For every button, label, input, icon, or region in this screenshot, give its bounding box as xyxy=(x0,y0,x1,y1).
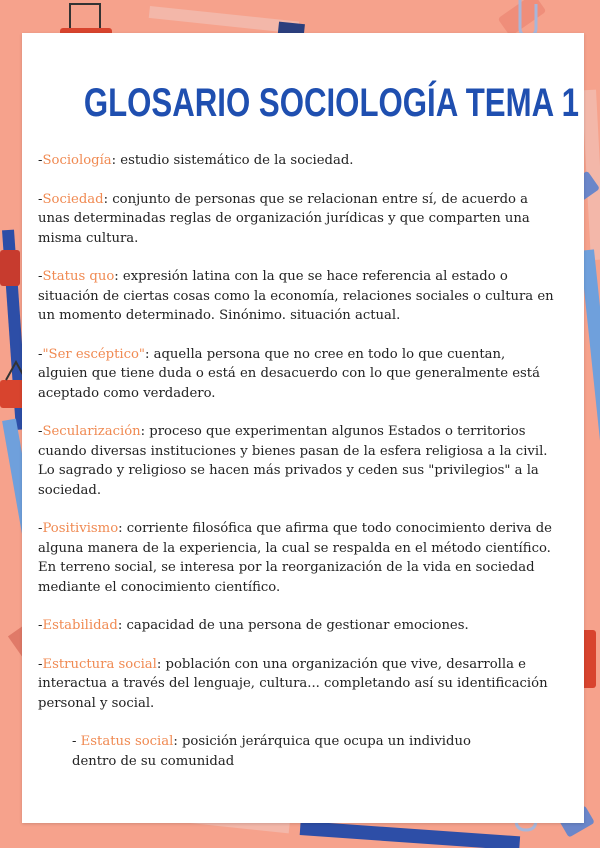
entry-term: Sociedad xyxy=(42,191,104,207)
glossary-entry xyxy=(38,190,558,249)
entry-term: Status quo xyxy=(42,269,115,284)
glossary-entry xyxy=(38,345,558,404)
entry-prefix: - xyxy=(38,346,43,362)
entry-term: Estatus social xyxy=(80,734,174,749)
entry-prefix: - xyxy=(38,269,43,284)
page-title: GLOSARIO SOCIOLOGÍA TEMA 1 xyxy=(83,81,579,125)
entry-term: Sociología xyxy=(42,153,112,168)
entry-definition: : corriente filosófica que afirma que todo conocimiento deriva de alguna manera de la experiencia, la cual se respalda en el método científico. En terreno social, se interesa por la reorganización de la vida en sociedad mediante el conocimiento científico. xyxy=(38,521,552,595)
glossary-page xyxy=(22,33,584,823)
pen-icon xyxy=(149,6,305,36)
entry-term: Secularización xyxy=(42,424,141,439)
entry-term: Estructura social xyxy=(42,656,157,672)
entry-prefix: - xyxy=(38,521,43,536)
entry-prefix: - xyxy=(38,191,43,207)
entry-definition: : posición jerárquica que ocupa un individuo dentro de su comunidad xyxy=(72,734,471,769)
entry-definition: : estudio sistemático de la sociedad. xyxy=(111,153,354,168)
eraser-icon xyxy=(0,250,20,286)
glossary-subentry xyxy=(72,732,512,771)
entry-definition: : aquella persona que no cree en todo lo que cuentan, alguien que tiene duda o está en desacuerdo con lo que generalmente está aceptado como verdadero. xyxy=(38,346,540,401)
glossary-entry xyxy=(38,422,558,500)
entry-prefix: - xyxy=(38,424,43,439)
entry-definition: : población con una organización que vive, desarrolla e interactua a través del lenguaje, cultura... completando así su identificación personal y social. xyxy=(38,656,548,711)
entry-definition: : capacidad de una persona de gestionar emociones. xyxy=(117,618,469,633)
entry-definition: : conjunto de personas que se relacionan entre sí, de acuerdo a unas determinadas reglas de organización jurídicas y que comparten una misma cultura. xyxy=(38,191,530,246)
glossary-list xyxy=(38,151,558,790)
glossary-entry xyxy=(38,616,558,636)
entry-term: Estabilidad xyxy=(42,618,118,633)
glossary-entry xyxy=(38,267,558,326)
glossary-entry xyxy=(38,151,558,171)
entry-definition: : expresión latina con la que se hace referencia al estado o situación de ciertas cosas como la economía, relaciones sociales o cultura en un momento determinado. Sinónimo. situación actual. xyxy=(38,269,554,323)
entry-term: Positivismo xyxy=(42,521,119,536)
glossary-entry xyxy=(38,655,558,714)
glossary-entry xyxy=(38,519,558,597)
entry-prefix: - xyxy=(38,618,43,633)
entry-prefix: - xyxy=(38,153,43,168)
entry-prefix: - xyxy=(72,734,81,749)
entry-prefix: - xyxy=(38,656,43,672)
entry-definition: : proceso que experimentan algunos Estados o territorios cuando diversas instituciones y bienes pasan de la esfera religiosa a la civil. Lo sagrado y religioso se hacen más privados y ceden sus "privilegios" a la sociedad. xyxy=(38,424,548,498)
entry-term: "Ser escéptico" xyxy=(42,346,145,362)
